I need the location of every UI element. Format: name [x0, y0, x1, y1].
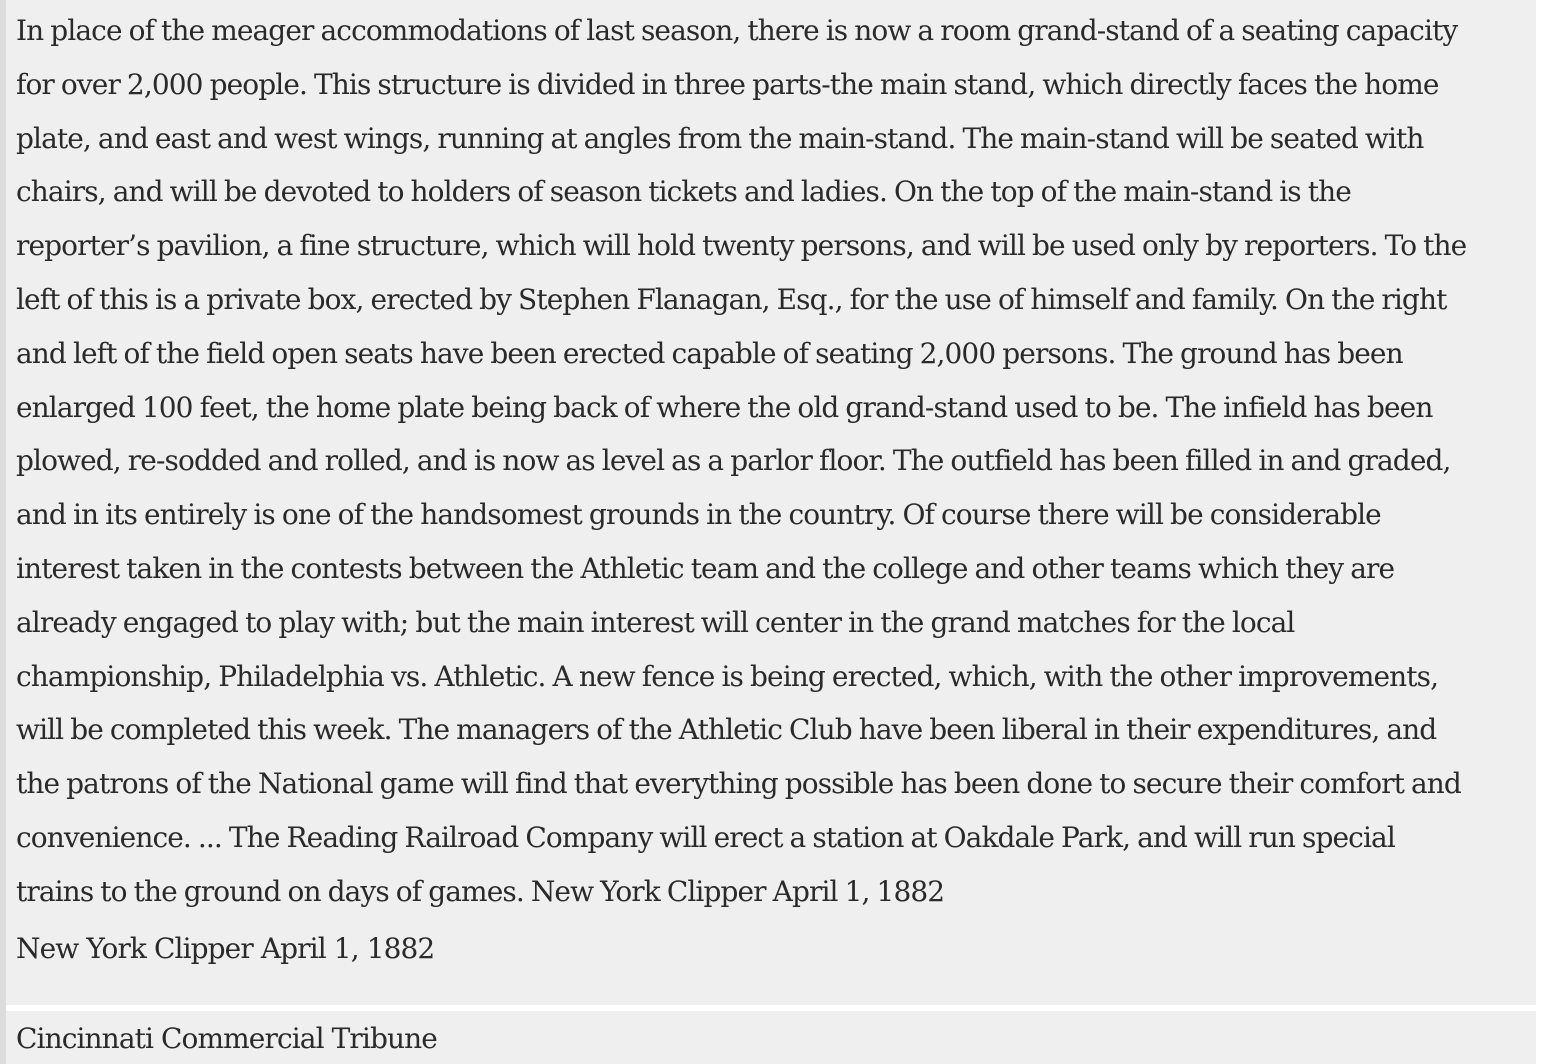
next-entry-block: [6, 1011, 1536, 1064]
quote-line: plate, and east and west wings, running at angles from the main-stand. The main-stand will be seated with: [16, 121, 1424, 155]
quote-line: and in its entirely is one of the handsomest grounds in the country. Of course there will be considerable: [16, 498, 1381, 532]
quote-line: trains to the ground on days of games. New York Clipper April 1, 1882: [16, 874, 945, 908]
quote-line: interest taken in the contests between the Athletic team and the college and other teams which they are: [16, 551, 1395, 585]
quote-line: plowed, re-sodded and rolled, and is now as level as a parlor floor. The outfield has been filled in and graded,: [16, 444, 1451, 478]
quote-block: [6, 0, 1536, 1005]
quote-line: left of this is a private box, erected by Stephen Flanagan, Esq., for the use of himself and family. On the right: [16, 282, 1447, 316]
quote-line: will be completed this week. The managers of the Athletic Club have been liberal in their expenditures, and: [16, 713, 1437, 747]
quote-line: already engaged to play with; but the main interest will center in the grand matches for the local: [16, 605, 1295, 639]
quote-line: for over 2,000 people. This structure is divided in three parts-the main stand, which directly faces the home: [16, 67, 1439, 101]
quote-line: enlarged 100 feet, the home plate being back of where the old grand-stand used to be. The infield has been: [16, 390, 1433, 424]
quote-body: [16, 4, 1526, 919]
quote-line: and left of the field open seats have been erected capable of seating 2,000 persons. The ground has been: [16, 336, 1403, 370]
quote-line: convenience. ... The Reading Railroad Company will erect a station at Oakdale Park, and will run special: [16, 820, 1395, 854]
quote-citation: New York Clipper April 1, 1882: [16, 931, 435, 965]
quote-line: reporter’s pavilion, a fine structure, which will hold twenty persons, and will be used only by reporters. To the: [16, 229, 1467, 263]
quote-line: In place of the meager accommodations of last season, there is now a room grand-stand of a seating capacity: [16, 14, 1458, 47]
quote-line: championship, Philadelphia vs. Athletic. A new fence is being erected, which, with the other improvements,: [16, 659, 1439, 693]
next-entry-title: Cincinnati Commercial Tribune: [16, 1022, 437, 1055]
quote-line: the patrons of the National game will find that everything possible has been done to secure their comfort and: [16, 767, 1461, 801]
quote-line: chairs, and will be devoted to holders of season tickets and ladies. On the top of the main-stand is the: [16, 175, 1351, 209]
